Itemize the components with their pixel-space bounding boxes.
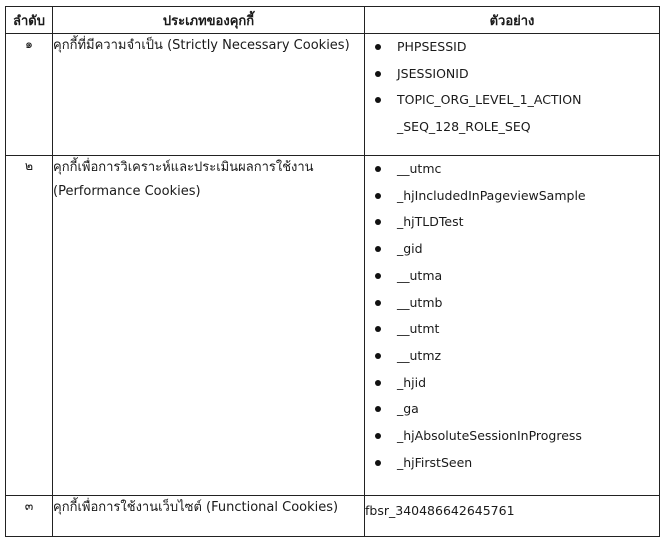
bullet-icon [375, 353, 381, 359]
bullet-icon [375, 406, 381, 412]
cookie-type-label: คุกกี้เพื่อการใช้งานเว็บไซต์ (Functional Cookies) [53, 500, 339, 515]
row-number: ๓ [6, 496, 53, 537]
cookie-name: __utmz [397, 347, 442, 363]
cookie-type-cell [53, 156, 365, 496]
cookie-name: _hjTLDTest [397, 214, 464, 230]
cookie-name: _hjFirstSeen [397, 454, 473, 470]
list-item [365, 156, 659, 183]
cookie-name: PHPSESSID [397, 39, 467, 54]
example-list [365, 156, 659, 476]
example-cell [365, 496, 660, 537]
cookie-name: fbsr_340486642645761 [365, 503, 515, 518]
list-item [365, 263, 659, 290]
bullet-icon [375, 71, 381, 77]
list-item [365, 396, 659, 423]
list-item [365, 236, 659, 263]
bullet-icon [375, 380, 381, 386]
example-cell [365, 34, 660, 156]
bullet-icon [375, 193, 381, 199]
header-cookie-type: ประเภทของคุกกี้ [53, 7, 365, 34]
bullet-icon [375, 44, 381, 50]
list-item [365, 290, 659, 317]
cookie-name: __utma [397, 267, 443, 283]
table-header-row [6, 7, 660, 34]
bullet-icon [375, 273, 381, 279]
list-item [365, 316, 659, 343]
cookie-type-label: คุกกี้เพื่อการวิเคราะห์และประเมินผลการใช้งาน [53, 160, 314, 175]
table-row [6, 156, 660, 496]
list-item [365, 34, 659, 61]
cookie-type-cell [53, 34, 365, 156]
cookie-name: _hjIncludedInPageviewSample [397, 187, 586, 203]
cookie-name: JSESSIONID [397, 65, 469, 81]
cookie-name-continuation: _SEQ_128_ROLE_SEQ [397, 119, 531, 135]
list-item [365, 343, 659, 370]
list-item [365, 423, 659, 450]
table-row [6, 496, 660, 537]
bullet-icon [375, 433, 381, 439]
cookie-type-label: คุกกี้ที่มีความจำเป็น (Strictly Necessary Cookies) [53, 38, 350, 53]
document-page [5, 6, 659, 537]
header-example: ตัวอย่าง [365, 7, 660, 34]
cookie-name: _ga [397, 401, 419, 417]
table-row [6, 34, 660, 156]
bullet-icon [375, 166, 381, 172]
list-item [365, 450, 659, 477]
list-item [365, 61, 659, 88]
row-number: ๒ [6, 156, 53, 496]
header-number: ลำดับ [6, 7, 53, 34]
cookie-type-cell [53, 496, 365, 537]
cookie-name: __utmc [397, 161, 442, 176]
list-item [365, 183, 659, 210]
bullet-icon [375, 460, 381, 466]
row-number: ๑ [6, 34, 53, 156]
example-list [365, 34, 659, 141]
list-item [365, 209, 659, 236]
bullet-icon [375, 246, 381, 252]
cookie-name: __utmt [397, 321, 440, 337]
cookie-name: TOPIC_ORG_LEVEL_1_ACTION [397, 92, 582, 108]
cookie-name: _hjAbsoluteSessionInProgress [397, 428, 582, 444]
example-cell [365, 156, 660, 496]
cookie-name: _hjid [397, 374, 427, 390]
bullet-icon [375, 300, 381, 306]
cookie-name: __utmb [397, 294, 443, 310]
list-item [365, 87, 659, 140]
bullet-icon [375, 219, 381, 225]
cookie-table [5, 6, 660, 537]
bullet-icon [375, 326, 381, 332]
bullet-icon [375, 97, 381, 103]
cookie-name: _gid [397, 241, 423, 257]
list-item [365, 370, 659, 397]
cookie-type-label-english: (Performance Cookies) [53, 184, 201, 199]
